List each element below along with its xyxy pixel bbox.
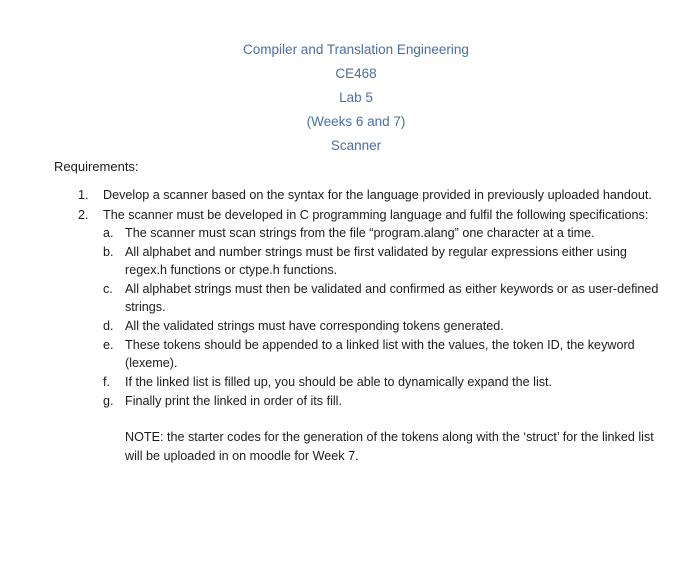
requirement-item-1 [78,186,668,204]
item-number: 1. [78,188,89,202]
spec-letter: f. [103,375,110,389]
spec-text: All alphabet and number strings must be first validated by regular expressions either using regex.h functions or ctype.h functions. [125,245,627,277]
spec-item-e [100,336,668,372]
spec-letter: b. [103,245,114,259]
spec-item-f [100,373,668,391]
spec-text: All the validated strings must have corresponding tokens generated. [125,319,504,333]
spec-text: If the linked list is filled up, you should be able to dynamically expand the list. [125,375,553,389]
document-header [0,40,700,160]
spec-text: Finally print the linked in order of its fill. [125,394,342,408]
spec-text: All alphabet strings must then be validated and confirmed as either keywords or as user-defined strings. [125,282,659,314]
course-title: Compiler and Translation Engineering [243,42,469,57]
requirement-item-2 [78,206,668,410]
item-text: The scanner must be developed in C programming language and fulfil the following specifications: [103,208,649,222]
spec-text: The scanner must scan strings from the file “program.alang” one character at a time. [125,226,595,240]
requirements-heading: Requirements: [54,159,139,174]
item-text: Develop a scanner based on the syntax for the language provided in previously uploaded handout. [103,188,652,202]
spec-item-d [100,317,668,335]
lab-topic: Scanner [330,138,382,153]
spec-letter: g. [103,394,114,408]
lab-weeks: (Weeks 6 and 7) [306,114,406,129]
spec-item-c [100,280,668,316]
spec-letter: a. [103,226,114,240]
spec-item-g [100,392,668,410]
spec-letter: c. [103,282,113,296]
item-number: 2. [78,208,89,222]
requirements-list [78,186,668,466]
spec-letter: d. [103,319,114,333]
starter-code-note: NOTE: the starter codes for the generation of the tokens along with the ‘struct’ for the linked list will be uploaded in on moodle for Week 7. [125,430,654,463]
spec-text: These tokens should be appended to a linked list with the values, the token ID, the keyword (lexeme). [125,338,635,370]
spec-item-a [100,224,668,242]
spec-item-b [100,243,668,279]
specifications-sublist [100,224,668,410]
lab-number: Lab 5 [339,90,373,105]
course-code: CE468 [335,66,377,81]
spec-letter: e. [103,338,114,352]
